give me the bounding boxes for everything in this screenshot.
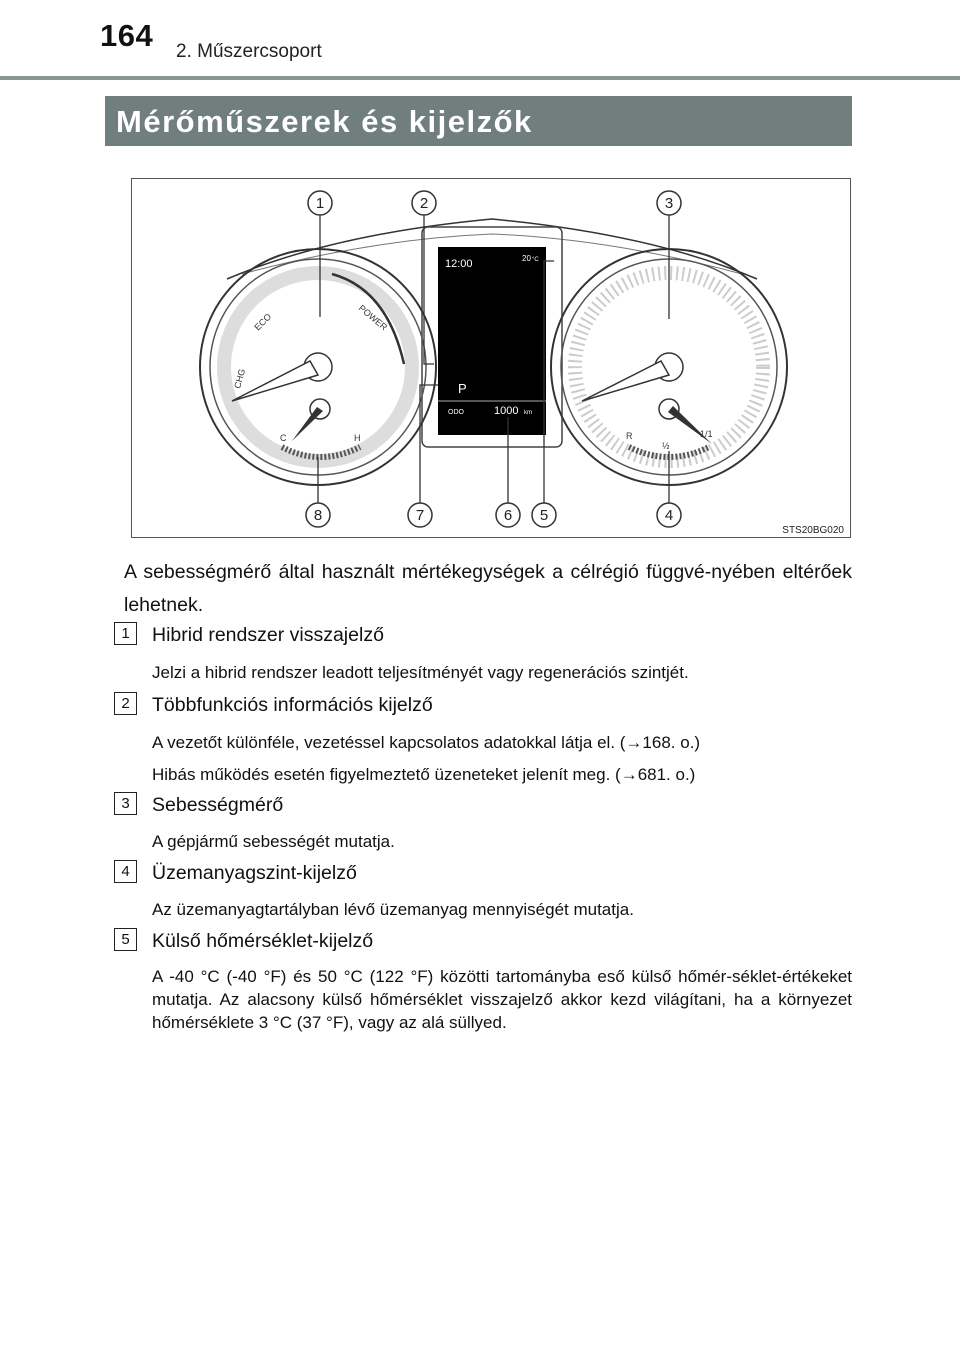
left-gauge-label: ECO [252, 311, 274, 333]
callout-number: 4 [664, 507, 674, 524]
callout-number: 5 [539, 507, 549, 524]
callout-number: 3 [664, 195, 674, 212]
item-description: Hibás működés esetén figyelmeztető üzeneteket jelenít meg. (→681. o.) [152, 765, 696, 784]
display-gear: P [458, 381, 467, 396]
instrument-cluster-illustration [132, 179, 852, 539]
item-number-marker: 3 [114, 792, 137, 815]
left-gauge-label: H [354, 433, 361, 443]
item-number-marker: 4 [114, 860, 137, 883]
item-description: A gépjármű sebességét mutatja. [152, 832, 395, 851]
item-number-marker: 2 [114, 692, 137, 715]
chapter-title: 2. Műszercsoport [176, 41, 322, 62]
left-gauge-label: CHG [232, 367, 248, 390]
item-description: Az üzemanyagtartályban lévő üzemanyag mennyiségét mutatja. [152, 900, 634, 919]
temp-gauge-needle [292, 407, 323, 441]
display-odo-unit: km [524, 410, 532, 416]
callout-number: 2 [419, 195, 429, 212]
item-description: A vezetőt különféle, vezetéssel kapcsolatos adatokkal látja el. (→168. o.) [152, 733, 701, 752]
left-gauge-label: POWER [356, 302, 390, 333]
figure-code: STS20BG020 [782, 525, 844, 536]
item-title: Hibrid rendszer visszajelző [152, 624, 384, 646]
fuel-gauge-label: R [626, 431, 633, 441]
callout-number: 6 [503, 507, 513, 524]
callout-number: 7 [415, 507, 425, 524]
display-temp-unit: °C [532, 257, 539, 263]
item-description: A -40 °C (-40 °F) és 50 °C (122 °F) közötti tartományba eső külső hőmér-séklet-értékeket mutatja. Az alacsony külső hőmérséklet visszajelző akkor kezd világítani, ha a környezet hőmérséklete 3 °C (37 °F), vagy az alá süllyed. [152, 967, 852, 1032]
header-divider [0, 76, 960, 80]
display-clock: 12:00 [445, 258, 473, 270]
item-description: Jelzi a hibrid rendszer leadott teljesítményét vagy regenerációs szintjét. [152, 663, 689, 682]
fuel-gauge-label: ½ [662, 441, 670, 451]
section-title: Mérőműszerek és kijelzők [116, 104, 533, 139]
left-gauge-needle [232, 361, 318, 401]
intro-paragraph: A sebességmérő által használt mértékegységek a célrégió függvé-nyében eltérőek lehetnek. [124, 561, 852, 616]
item-title: Üzemanyagszint-kijelző [152, 862, 357, 884]
speedometer-needle [582, 361, 669, 401]
callout-number: 8 [313, 507, 323, 524]
left-gauge-label: C [280, 433, 287, 443]
item-title: Többfunkciós információs kijelző [152, 694, 433, 716]
display-temperature: 20 [522, 254, 531, 263]
item-title: Sebességmérő [152, 794, 284, 816]
display-odo-value: 1000 [494, 405, 519, 417]
multi-information-display [438, 247, 546, 435]
page-number: 164 [100, 18, 154, 53]
display-odo-label: ODO [448, 409, 464, 416]
callout-number: 1 [315, 195, 325, 212]
item-title: Külső hőmérséklet-kijelző [152, 930, 374, 952]
item-number-marker: 5 [114, 928, 137, 951]
instrument-cluster-figure [131, 178, 851, 538]
fuel-gauge-label: 1/1 [700, 429, 713, 439]
item-number-marker: 1 [114, 622, 137, 645]
